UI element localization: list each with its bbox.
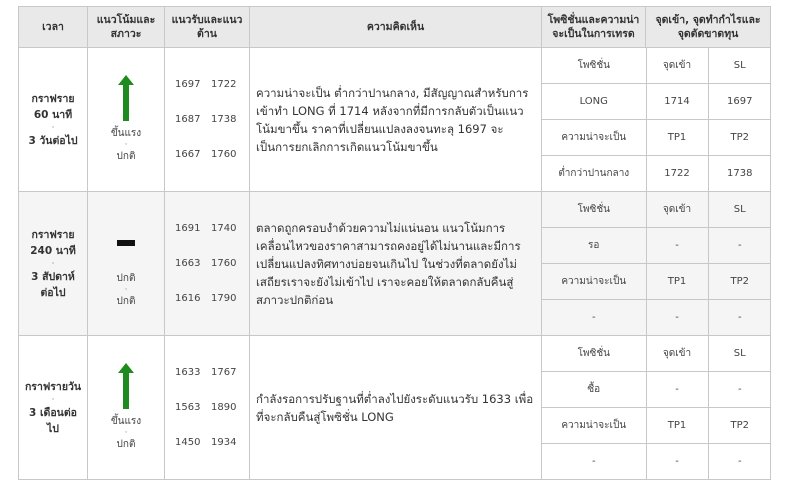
position-subtable [542,192,771,335]
sl-label: SL [708,48,771,84]
timeframe-label: กราฟรายวัน [24,380,82,393]
entry-value: - [646,372,708,408]
tp2-value: - [708,444,771,480]
probability-value: ต่ำกว่าปานกลาง [558,168,630,179]
probability-value: - [591,312,596,323]
up-arrow-icon [118,75,134,121]
support-level: 1667 [175,149,201,160]
support-resistance-cell [165,192,250,336]
support-level: 1697 [175,79,201,90]
position-label: โพซิชั่น [542,192,646,228]
table-row [19,192,771,336]
tp2-value: - [708,300,771,336]
sr-level-row [175,355,249,390]
position-value: รอ [542,228,646,264]
timeframe-label: กราฟราย [31,228,75,241]
support-level: 1633 [175,367,201,378]
entry-value: 1714 [646,84,708,120]
tp1-label: TP1 [646,120,708,156]
comment-cell: ความน่าจะเป็น ต่ำกว่าปานกลาง, มีสัญญาณสำหรับการเข้าทำ LONG ที่ 1714 หลังจากที่มีการกลับตัวเป็นแนวโน้มขาขึ้น ราคาที่เปลี่ยนแปลงลงจนทะลุ 1697 จะเป็นการยกเลิกการเกิดแนวโน้มขาขึ้น [250,48,542,192]
resistance-level: 1790 [211,293,237,304]
header-position: โพซิชั่นและความน่าจะเป็นในการเทรด [542,7,646,48]
tp1-label: TP1 [646,408,708,444]
analysis-table [18,6,771,480]
sl-label: SL [708,192,771,228]
position-value: ซื้อ [542,372,646,408]
timeframe-label: 240 นาที [30,244,76,257]
separator-dot: · [124,285,128,295]
sr-level-row [175,281,249,316]
trend-cell [88,192,165,336]
timeframe-label: 3 เดือนต่อ [29,406,77,419]
analysis-table-wrapper [18,6,770,480]
trend-strength-label: ขึ้นแรง [110,416,142,427]
trend-state-label: ปกติ [116,296,136,307]
position-label: โพซิชั่น [542,48,646,84]
separator-dot: · [51,122,55,133]
sr-level-row [175,102,249,137]
entry-value: - [646,228,708,264]
up-arrow-icon [118,363,134,409]
header-comment: ความคิดเห็น [250,7,542,48]
position-cell [542,336,771,480]
position-cell [542,192,771,336]
tp1-label: TP1 [646,264,708,300]
position-subtable [542,336,771,479]
probability-value: - [591,456,596,467]
header-support-resistance: แนวรับและแนวต้าน [165,7,250,48]
tp2-value: 1738 [708,156,771,192]
probability-label: ความน่าจะเป็น [542,120,646,156]
trend-strength-label: ปกติ [116,273,136,284]
resistance-level: 1738 [211,114,237,125]
support-level: 1691 [175,223,201,234]
position-cell [542,48,771,192]
timeframe-label: ต่อไป [40,286,66,299]
separator-dot: · [51,258,55,269]
sr-level-row [175,67,249,102]
sr-level-row [175,425,249,460]
resistance-level: 1740 [211,223,237,234]
resistance-level: 1760 [211,258,237,269]
tp2-label: TP2 [708,264,771,300]
sl-value: 1697 [708,84,771,120]
resistance-level: 1890 [211,402,237,413]
support-level: 1450 [175,437,201,448]
header-time: เวลา [19,7,88,48]
timeframe-label: กราฟราย [31,92,75,105]
support-level: 1563 [175,402,201,413]
position-subtable [542,48,771,191]
tp2-label: TP2 [708,408,771,444]
sl-label: SL [708,336,771,372]
sr-level-row [175,390,249,425]
entry-label: จุดเข้า [646,336,708,372]
trend-state-label: ปกติ [116,151,136,162]
entry-label: จุดเข้า [646,192,708,228]
support-level: 1616 [175,293,201,304]
entry-label: จุดเข้า [646,48,708,84]
trend-cell [88,336,165,480]
resistance-level: 1760 [211,149,237,160]
flat-dash-icon [117,240,135,246]
sr-level-row [175,246,249,281]
comment-cell: กำลังรอการปรับฐานที่ต่ำลงไปยังระดับแนวรับ 1633 เพื่อที่จะกลับคืนสู่โพซิชั่น LONG [250,336,542,480]
separator-dot: · [124,140,128,150]
timeframe-label: 60 นาที [33,108,73,121]
resistance-level: 1767 [211,367,237,378]
trend-cell [88,48,165,192]
comment-cell: ตลาดถูกครอบงำด้วยความไม่แน่นอน แนวโน้มการเคลื่อนไหวของราคาสามารถคงอยู่ได้ไม่นานและมีการเปลี่ยนแปลงทิศทางบ่อยจนเกินไป ในช่วงที่ตลาดยังไม่เสถียรเราจะยังไม่เข้าไป เราจะคอยให้ตลาดกลับคืนสู่สภาวะปกติก่อน [250,192,542,336]
separator-dot: · [51,394,55,405]
tp1-value: - [646,300,708,336]
header-entry-tp-sl: จุดเข้า, จุดทำกำไรและจุดตัดขาดทุน [646,7,771,48]
sl-value: - [708,372,771,408]
trend-state-label: ปกติ [116,439,136,450]
table-row [19,336,771,480]
resistance-level: 1722 [211,79,237,90]
separator-dot: · [124,428,128,438]
tp1-value: - [646,444,708,480]
sl-value: - [708,228,771,264]
table-row [19,48,771,192]
support-level: 1663 [175,258,201,269]
tp2-label: TP2 [708,120,771,156]
position-value: LONG [542,84,646,120]
timeframe-label: ไป [47,422,59,435]
position-label: โพซิชั่น [542,336,646,372]
resistance-level: 1934 [211,437,237,448]
support-resistance-cell [165,336,250,480]
header-row [19,7,771,48]
sr-level-row [175,211,249,246]
timeframe-cell [19,336,88,480]
probability-label: ความน่าจะเป็น [542,264,646,300]
timeframe-label: 3 สัปดาห์ [31,270,75,283]
trend-strength-label: ขึ้นแรง [110,128,142,139]
tp1-value: 1722 [646,156,708,192]
timeframe-cell [19,192,88,336]
support-resistance-cell [165,48,250,192]
header-trend: แนวโน้มและสภาวะ [88,7,165,48]
probability-label: ความน่าจะเป็น [542,408,646,444]
timeframe-label: 3 วันต่อไป [28,134,78,147]
sr-level-row [175,137,249,172]
support-level: 1687 [175,114,201,125]
timeframe-cell [19,48,88,192]
